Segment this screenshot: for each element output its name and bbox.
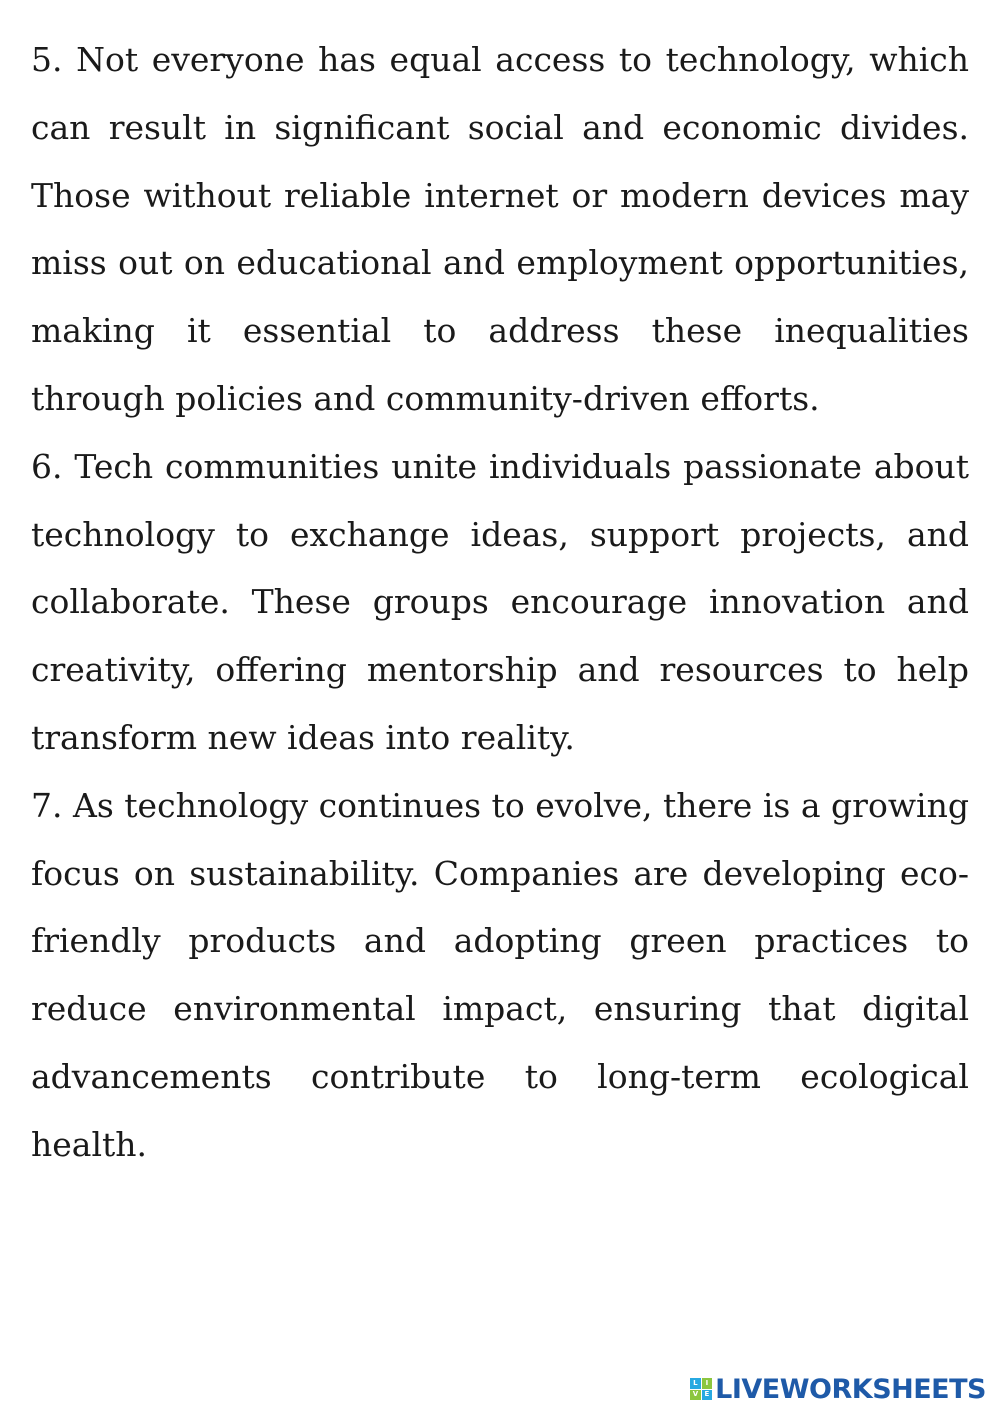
- logo-mark-letter: V: [690, 1390, 701, 1401]
- logo-mark-letter: E: [702, 1390, 713, 1401]
- liveworksheets-logo: [690, 1372, 986, 1406]
- logo-text: LIVEWORKSHEETS: [715, 1373, 986, 1405]
- liveworksheets-logo-icon: [690, 1378, 712, 1400]
- logo-mark-letter: L: [690, 1378, 701, 1389]
- text-content: [31, 26, 969, 1179]
- paragraph-7: 7. As technology continues to evolve, there is a growing focus on sustainability. Companies are developing eco-friendly products and adopting green practices to reduce environmental impact, ensuring that digital advancements contribute to long-term ecological health.: [31, 785, 969, 1164]
- paragraph-5: 5. Not everyone has equal access to technology, which can result in significant social and economic divides. Those without reliable internet or modern devices may miss out on educational and employment opportunities, making it essential to address these inequalities through policies and community-driven efforts.: [31, 40, 969, 418]
- logo-mark-letter: I: [702, 1378, 713, 1389]
- paragraph-6: 6. Tech communities unite individuals passionate about technology to exchange ideas, support projects, and collaborate. These groups encourage innovation and creativity, offering mentorship and resources to help transform new ideas into reality.: [31, 446, 969, 757]
